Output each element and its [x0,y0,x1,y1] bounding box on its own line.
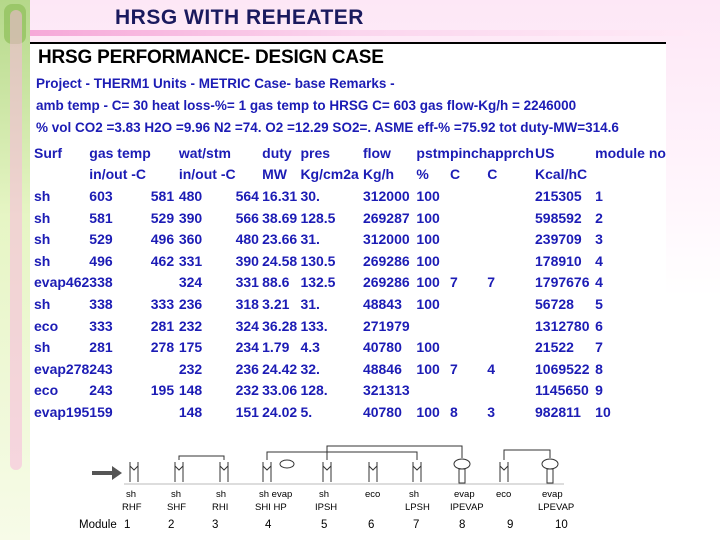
unit-name-label: SHI HP [255,502,287,513]
table-cell: 7 [595,339,603,356]
table-cell: 151 [235,403,259,420]
table-cell: 159 [89,403,113,420]
column-unit: in/out -C [178,166,236,183]
unit-name-label: LPSH [405,502,430,513]
module-number-label: 2 [168,519,175,531]
coil-icon [500,466,508,470]
table-cell: 271979 [362,317,410,334]
column-unit: C [449,166,461,183]
unit-type-label: sh [216,489,227,500]
table-cell: 7 [449,274,458,291]
unit-type-label: eco [365,489,381,500]
table-cell: 100 [416,360,440,377]
table-cell: 581 [150,187,175,204]
table-cell: sh [34,252,51,269]
table-cell: 324 [178,274,203,291]
table-cell [151,272,179,294]
table-cell: 4.3 [300,339,320,356]
table-cell: 128.5 [300,209,336,226]
column-unit: MW [262,166,288,183]
slide-title: HRSG WITH REHEATER [115,6,364,29]
table-cell: 281 [89,339,113,356]
table-cell [450,207,487,229]
column-unit: in/out -C [89,166,147,183]
table-cell: 100 [416,403,440,420]
module-number-label: 5 [321,519,328,531]
table-cell: 1145650 [535,382,589,399]
table-cell: 232 [178,317,203,334]
table-cell: 232 [235,382,259,399]
table-cell: 338 [89,295,113,312]
coil-icon [369,466,377,470]
table-cell: 598592 [535,209,582,226]
unit-name-label: IPEVAP [450,502,484,513]
table-cell: 4 [595,252,603,269]
unit-name-label: RHF [122,502,142,513]
table-row [34,293,666,315]
hrsg-schematic-diagram [84,440,604,518]
drum-icon [280,460,294,468]
table-cell: 236 [235,360,259,377]
table-cell: 312000 [362,187,410,204]
table-cell: 390 [235,252,259,269]
table-cell: 321313 [362,382,410,399]
table-cell: 88.6 [262,274,290,291]
performance-panel [30,42,666,436]
unit-name-label: RHI [212,502,229,513]
table-cell: 23.66 [262,231,298,248]
table-cell: 36.28 [262,317,298,334]
table-cell: 175 [178,339,203,356]
table-cell: 9 [595,382,603,399]
table-cell: 8 [449,403,458,420]
table-cell: 318 [235,295,259,312]
column-header: flow [362,144,391,161]
table-cell: 31. [300,231,320,248]
table-cell: 4 [487,360,496,377]
module-number-label: 8 [459,519,466,531]
table-cell: 529 [150,209,175,226]
table-cell: 48846 [362,360,402,377]
table-header-row [34,142,666,164]
table-cell: 100 [416,274,440,291]
coil-icon [175,466,183,470]
coil-icon [263,466,271,470]
table-cell: 564 [235,187,259,204]
unit-type-label: evap [542,489,563,500]
column-unit: % [416,166,429,183]
table-cell: 331 [235,274,259,291]
table-cell: sh [34,209,51,226]
table-cell: 132.5 [300,274,336,291]
table-cell: 128. [300,382,328,399]
table-cell: 130.5 [300,252,336,269]
table-cell: 148 [178,403,203,420]
table-cell: 3.21 [262,295,290,312]
module-number-label: 6 [368,519,375,531]
column-header: US [535,144,555,161]
table-cell: 148 [178,382,203,399]
table-cell: 331 [178,252,203,269]
table-cell: 269286 [362,252,410,269]
table-cell: 100 [416,252,440,269]
table-cell: 281 [150,317,175,334]
table-cell: 40780 [362,403,402,420]
table-cell: evap195 [34,403,90,420]
table-cell: 324 [235,317,259,334]
table-row [34,401,666,423]
table-cell: 603 [89,187,113,204]
evaporator-icon [547,469,553,483]
table-cell: 278 [150,339,175,356]
table-cell: 5 [595,295,603,312]
table-cell: 38.69 [262,209,298,226]
table-cell: 8 [595,360,603,377]
column-header: pstm [416,144,450,161]
table-cell: 236 [178,295,203,312]
column-unit [34,164,89,186]
table-row [34,228,666,250]
table-cell: 56728 [535,295,574,312]
table-row [34,380,666,402]
table-row [34,272,666,294]
table-cell: 1797676 [535,274,590,291]
unit-name-label: IPSH [315,502,338,513]
performance-table [34,142,666,423]
table-cell: 30. [300,187,320,204]
drum-icon [542,459,558,469]
column-unit: C [487,166,498,183]
table-cell: 234 [235,339,259,356]
module-number-label: 1 [124,519,131,531]
table-cell: 239709 [535,231,582,248]
column-unit: Kg/cm2a [300,166,359,183]
column-header: duty [262,144,292,161]
table-cell: 32. [300,360,320,377]
pipe-line [327,446,462,460]
column-unit [151,164,179,186]
table-row [34,250,666,272]
table-cell: 243 [89,382,113,399]
table-cell: 480 [178,187,203,204]
table-cell [450,250,487,272]
table-cell [487,207,535,229]
table-cell: 21522 [535,339,574,356]
table-cell [151,401,179,423]
module-prefix-label: Module [79,519,117,531]
table-cell: sh [34,231,51,248]
table-cell: 982811 [535,403,581,420]
table-cell [416,380,450,402]
table-cell: 496 [89,252,113,269]
decorative-top-bar [30,30,690,36]
column-header: pres [300,144,331,161]
table-cell: 566 [235,209,259,226]
table-row [34,185,666,207]
table-cell: 100 [416,231,440,248]
table-cell: 333 [89,317,113,334]
table-row [34,315,666,337]
table-cell [450,293,487,315]
pipe-line [179,456,224,460]
table-cell: 338 [89,274,113,291]
drum-icon [454,459,470,469]
column-unit: Kg/h [362,166,395,183]
column-unit [595,164,666,186]
column-header: module no [595,144,666,161]
column-header: gas temp [89,144,151,161]
table-cell: 10 [595,403,611,420]
unit-type-label: sh [171,489,182,500]
table-cell: 133. [300,317,328,334]
left-decoration-band [0,0,30,540]
table-cell [487,336,535,358]
table-cell: 1 [595,187,603,204]
table-cell: 33.06 [262,382,298,399]
table-cell: 31. [300,295,320,312]
table-cell: 333 [150,295,175,312]
column-header: pinch [449,144,488,161]
unit-type-label: sh [319,489,330,500]
column-unit: Kcal/hC [535,166,588,183]
column-header: apprch [487,144,534,161]
table-cell: 40780 [362,339,402,356]
module-number-label: 3 [212,519,219,531]
module-number-label: 7 [413,519,420,531]
column-unit [236,164,263,186]
table-cell: 195 [150,382,175,399]
table-cell: 5. [300,403,313,420]
table-cell: 178910 [535,252,582,269]
table-cell: 215305 [535,187,582,204]
table-cell: 269287 [362,209,410,226]
table-cell: 581 [89,209,113,226]
table-cell [487,185,535,207]
column-header: wat/stm [178,144,231,161]
coil-icon [130,466,138,470]
table-cell [487,380,535,402]
table-cell [487,228,535,250]
table-cell: 100 [416,339,440,356]
table-cell: 100 [416,209,440,226]
table-cell: 1.79 [262,339,290,356]
evaporator-icon [459,469,465,483]
table-cell: 7 [487,274,496,291]
table-cell: 3 [487,403,496,420]
table-row [34,336,666,358]
table-cell: 24.42 [262,360,298,377]
table-cell: 7 [449,360,458,377]
decorative-block [10,10,22,470]
info-line-composition: % vol CO2 =3.83 H2O =9.96 N2 =74. O2 =12.29 SO2=. ASME eff-% =75.92 tot duty-MW=314.6 [36,120,619,135]
table-cell [450,228,487,250]
panel-title: HRSG PERFORMANCE- DESIGN CASE [38,47,384,68]
table-subheader-row [34,164,666,186]
table-cell [450,315,487,337]
unit-type-label: sh [126,489,137,500]
module-number-label: 10 [555,519,568,531]
table-cell: 232 [178,360,203,377]
table-cell: 243 [89,360,113,377]
table-cell [487,293,535,315]
table-cell: 4 [595,274,603,291]
table-cell: eco [34,382,59,399]
table-cell: 1069522 [535,360,590,377]
table-row [34,358,666,380]
coil-icon [220,466,228,470]
table-row [34,207,666,229]
unit-type-label: sh [409,489,420,500]
table-cell [487,250,535,272]
table-cell: 480 [235,231,259,248]
table-cell: 360 [178,231,203,248]
table-cell: 312000 [362,231,410,248]
table-cell: 6 [595,317,603,334]
table-cell [450,336,487,358]
table-cell: eco [34,317,59,334]
info-line-ambient: amb temp - C= 30 heat loss-%= 1 gas temp to HRSG C= 603 gas flow-Kg/h = 2246000 [36,98,577,113]
table-cell: sh [34,187,51,204]
unit-name-label: SHF [167,502,186,513]
table-cell [450,185,487,207]
table-cell: 529 [89,231,113,248]
coil-icon [323,466,331,470]
table-cell: 3 [595,231,603,248]
table-cell: 48843 [362,295,402,312]
table-cell [450,380,487,402]
pipe-line [267,452,417,460]
table-cell [487,315,535,337]
unit-type-label: eco [496,489,512,500]
table-cell: 462 [150,252,175,269]
unit-type-label: sh evap [259,489,293,500]
table-cell: 16.31 [262,187,298,204]
table-cell: 2 [595,209,603,226]
table-cell: 24.58 [262,252,298,269]
coil-icon [413,466,421,470]
table-cell: evap278 [34,360,90,377]
table-cell: sh [34,295,51,312]
table-cell: 496 [150,231,175,248]
table-cell [416,315,450,337]
column-header [236,142,263,164]
column-header [151,142,179,164]
unit-name-label: LPEVAP [538,502,575,513]
column-header: Surf [34,144,62,161]
table-cell: 24.02 [262,403,298,420]
table-cell: 390 [178,209,203,226]
info-line-project: Project - THERM1 Units - METRIC Case- base Remarks - [36,76,395,91]
table-cell: 1312780 [535,317,590,334]
table-cell: 100 [416,295,440,312]
module-number-label: 9 [507,519,514,531]
table-cell: sh [34,339,51,356]
table-cell: evap462 [34,274,90,291]
table-cell: 269286 [362,274,410,291]
table-cell: 100 [416,187,440,204]
pipe-line [504,450,550,460]
module-number-label: 4 [265,519,272,531]
table-cell [151,358,179,380]
unit-type-label: evap [454,489,475,500]
